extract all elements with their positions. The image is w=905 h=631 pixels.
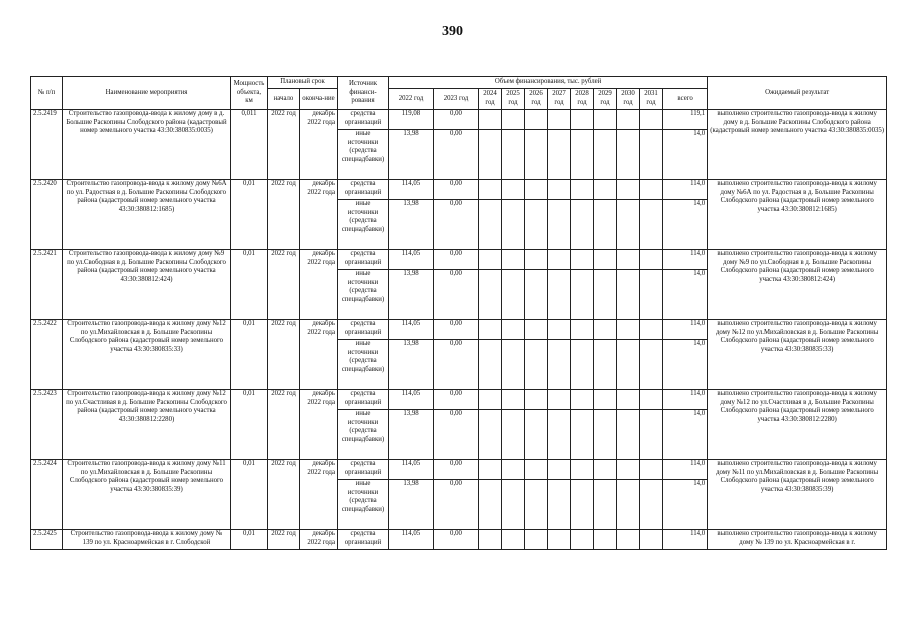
empty-cell — [617, 480, 640, 530]
empty-cell — [594, 250, 617, 270]
page-number: 390 — [442, 24, 463, 39]
row-end: декабрь 2022 года — [300, 110, 338, 180]
row-source: средства организаций — [338, 110, 389, 130]
empty-cell — [571, 480, 594, 530]
empty-cell — [617, 180, 640, 200]
empty-cell — [617, 390, 640, 410]
empty-cell — [502, 180, 525, 200]
header-source: Источник финанси-рования — [338, 77, 389, 110]
row-value-2023: 0,00 — [434, 410, 479, 460]
row-start: 2022 год — [268, 250, 300, 320]
row-source: средства организаций — [338, 530, 389, 550]
row-capacity: 0,01 — [231, 530, 268, 550]
empty-cell — [548, 130, 571, 180]
empty-cell — [571, 410, 594, 460]
header-year: 2028 год — [571, 89, 594, 110]
row-total: 14,0 — [663, 340, 708, 390]
row-value-2023: 0,00 — [434, 110, 479, 130]
row-total: 14,0 — [663, 270, 708, 320]
row-result: выполнено строительство газопровода-ввода к жилому дому №12 по ул.Счастливая в д. Большие Раскопины Слободского района (кадастровый номер земельного участка 43:30:380812:2280) — [708, 390, 887, 460]
empty-cell — [502, 340, 525, 390]
empty-cell — [594, 390, 617, 410]
empty-cell — [479, 110, 502, 130]
empty-cell — [525, 340, 548, 390]
row-start: 2022 год — [268, 180, 300, 250]
row-code: 2.5.2425 — [31, 530, 63, 550]
empty-cell — [571, 180, 594, 200]
row-source: средства организаций — [338, 390, 389, 410]
row-value-2022: 114,05 — [389, 250, 434, 270]
empty-cell — [640, 340, 663, 390]
row-capacity: 0,01 — [231, 390, 268, 460]
row-value-2022: 119,08 — [389, 110, 434, 130]
empty-cell — [571, 250, 594, 270]
table-row — [31, 180, 887, 200]
row-source: средства организаций — [338, 250, 389, 270]
empty-cell — [502, 130, 525, 180]
row-value-2022: 13,98 — [389, 200, 434, 250]
empty-cell — [502, 110, 525, 130]
empty-cell — [525, 250, 548, 270]
row-code: 2.5.2424 — [31, 460, 63, 530]
header-end: оконча-ние — [300, 89, 338, 110]
empty-cell — [479, 390, 502, 410]
row-name: Строительство газопровода-ввода к жилому дому №11 по ул.Михайловская в д. Большие Раскопины Слободского района (кадастровый номер земельного участка 43:30:380835:39) — [63, 460, 231, 530]
empty-cell — [594, 480, 617, 530]
row-result: выполнено строительство газопровода-ввода к жилому дому в д. Большие Раскопины Слободского района (кадастровый номер земельного участка 43:30:380835:0035) — [708, 110, 887, 180]
empty-cell — [502, 460, 525, 480]
empty-cell — [640, 250, 663, 270]
row-code: 2.5.2420 — [31, 180, 63, 250]
row-name: Строительство газопровода-ввода к жилому дому №12 по ул.Счастливая в д. Большие Раскопины Слободского района (кадастровый номер земельного участка 43:30:380812:2280) — [63, 390, 231, 460]
header-funding: Объем финансирования, тыс. рублей — [389, 77, 708, 89]
row-total: 14,0 — [663, 200, 708, 250]
empty-cell — [594, 110, 617, 130]
empty-cell — [617, 320, 640, 340]
row-total: 114,0 — [663, 460, 708, 480]
row-total: 14,0 — [663, 480, 708, 530]
empty-cell — [617, 250, 640, 270]
row-value-2022: 13,98 — [389, 270, 434, 320]
empty-cell — [479, 250, 502, 270]
financing-table — [30, 76, 887, 550]
row-total: 14,0 — [663, 130, 708, 180]
empty-cell — [617, 340, 640, 390]
empty-cell — [617, 110, 640, 130]
row-code: 2.5.2419 — [31, 110, 63, 180]
row-capacity: 0,01 — [231, 250, 268, 320]
empty-cell — [548, 110, 571, 130]
row-value-2023: 0,00 — [434, 480, 479, 530]
row-name: Строительство газопровода-ввода к жилому дому №12 по ул.Михайловская в д. Большие Раскопины Слободского района (кадастровый номер земельного участка 43:30:380835:33) — [63, 320, 231, 390]
empty-cell — [479, 200, 502, 250]
empty-cell — [479, 480, 502, 530]
empty-cell — [525, 460, 548, 480]
header-name: Наименование мероприятия — [63, 77, 231, 110]
empty-cell — [640, 110, 663, 130]
empty-cell — [617, 270, 640, 320]
empty-cell — [594, 530, 617, 550]
row-value-2023: 0,00 — [434, 270, 479, 320]
row-start: 2022 год — [268, 320, 300, 390]
empty-cell — [479, 340, 502, 390]
header-year: 2026 год — [525, 89, 548, 110]
empty-cell — [548, 200, 571, 250]
row-end: декабрь 2022 года — [300, 530, 338, 550]
row-value-2022: 114,05 — [389, 530, 434, 550]
empty-cell — [525, 480, 548, 530]
row-total: 114,0 — [663, 250, 708, 270]
row-result: выполнено строительство газопровода-ввода к жилому дому №6А по ул. Радостная в д. Большие Раскопины Слободского района (кадастровый номер земельного участка 43:30:380812:1685) — [708, 180, 887, 250]
empty-cell — [548, 410, 571, 460]
row-total: 119,1 — [663, 110, 708, 130]
empty-cell — [479, 180, 502, 200]
header-year: 2023 год — [434, 89, 479, 110]
row-capacity: 0,01 — [231, 180, 268, 250]
row-end: декабрь 2022 года — [300, 250, 338, 320]
empty-cell — [502, 250, 525, 270]
row-end: декабрь 2022 года — [300, 390, 338, 460]
empty-cell — [479, 320, 502, 340]
empty-cell — [571, 110, 594, 130]
empty-cell — [594, 320, 617, 340]
row-result: выполнено строительство газопровода-ввода к жилому дому №12 по ул.Михайловская в д. Большие Раскопины Слободского района (кадастровый номер земельного участка 43:30:380835:33) — [708, 320, 887, 390]
empty-cell — [548, 480, 571, 530]
row-name: Строительство газопровода-ввода к жилому дому №9 по ул.Свободная в д. Большие Раскопины Слободского района (кадастровый номер земельного участка 43:30:380812:424) — [63, 250, 231, 320]
row-value-2023: 0,00 — [434, 320, 479, 340]
row-source: иные источники (средства спецнадбавки) — [338, 130, 389, 180]
empty-cell — [594, 270, 617, 320]
empty-cell — [571, 130, 594, 180]
table-row — [31, 390, 887, 410]
empty-cell — [571, 530, 594, 550]
empty-cell — [548, 460, 571, 480]
empty-cell — [479, 410, 502, 460]
empty-cell — [479, 530, 502, 550]
empty-cell — [548, 340, 571, 390]
empty-cell — [525, 130, 548, 180]
empty-cell — [525, 180, 548, 200]
row-value-2022: 114,05 — [389, 320, 434, 340]
table-header — [31, 77, 887, 110]
empty-cell — [571, 320, 594, 340]
row-code: 2.5.2423 — [31, 390, 63, 460]
row-value-2023: 0,00 — [434, 200, 479, 250]
empty-cell — [548, 250, 571, 270]
empty-cell — [502, 480, 525, 530]
row-value-2023: 0,00 — [434, 530, 479, 550]
empty-cell — [548, 180, 571, 200]
row-end: декабрь 2022 года — [300, 320, 338, 390]
table-row — [31, 110, 887, 130]
empty-cell — [617, 530, 640, 550]
row-capacity: 0,011 — [231, 110, 268, 180]
header-year: 2027 год — [548, 89, 571, 110]
empty-cell — [525, 200, 548, 250]
table-row — [31, 530, 887, 550]
row-name: Строительство газопровода-ввода к жилому дому № 139 по ул. Красноармейская в г. Слободской — [63, 530, 231, 550]
empty-cell — [525, 320, 548, 340]
row-start: 2022 год — [268, 530, 300, 550]
empty-cell — [571, 340, 594, 390]
row-source: средства организаций — [338, 180, 389, 200]
header-year: 2024 год — [479, 89, 502, 110]
header-year: 2030 год — [617, 89, 640, 110]
empty-cell — [548, 530, 571, 550]
row-code: 2.5.2422 — [31, 320, 63, 390]
empty-cell — [617, 410, 640, 460]
row-value-2023: 0,00 — [434, 390, 479, 410]
row-end: декабрь 2022 года — [300, 460, 338, 530]
empty-cell — [594, 460, 617, 480]
empty-cell — [525, 270, 548, 320]
row-value-2022: 13,98 — [389, 410, 434, 460]
empty-cell — [502, 200, 525, 250]
row-result: выполнено строительство газопровода-ввода к жилому дому №9 по ул.Свободная в д. Большие Раскопины Слободского района (кадастровый номер земельного участка 43:30:380812:424) — [708, 250, 887, 320]
row-value-2023: 0,00 — [434, 180, 479, 200]
row-name: Строительство газопровода-ввода к жилому дому №6А по ул. Радостная в д. Большие Раскопины Слободского района (кадастровый номер земельного участка 43:30:380812:1685) — [63, 180, 231, 250]
table-row — [31, 250, 887, 270]
empty-cell — [479, 130, 502, 180]
empty-cell — [640, 460, 663, 480]
header-plan-term: Плановый срок — [268, 77, 338, 89]
empty-cell — [640, 320, 663, 340]
row-source: иные источники (средства спецнадбавки) — [338, 480, 389, 530]
header-year: 2022 год — [389, 89, 434, 110]
empty-cell — [525, 390, 548, 410]
row-total: 14,0 — [663, 410, 708, 460]
empty-cell — [571, 270, 594, 320]
row-start: 2022 год — [268, 460, 300, 530]
row-source: средства организаций — [338, 460, 389, 480]
header-capacity: Мощность объекта, км — [231, 77, 268, 110]
row-value-2023: 0,00 — [434, 130, 479, 180]
row-total: 114,0 — [663, 320, 708, 340]
header-start: начало — [268, 89, 300, 110]
row-start: 2022 год — [268, 110, 300, 180]
row-result: выполнено строительство газопровода-ввода к жилому дому №11 по ул.Михайловская в д. Большие Раскопины Слободского района (кадастровый номер земельного участка 43:30:380835:39) — [708, 460, 887, 530]
empty-cell — [571, 200, 594, 250]
header-result: Ожидаемый результат — [708, 77, 887, 110]
empty-cell — [479, 460, 502, 480]
table-body — [31, 110, 887, 550]
empty-cell — [640, 390, 663, 410]
empty-cell — [640, 480, 663, 530]
row-code: 2.5.2421 — [31, 250, 63, 320]
row-value-2022: 114,05 — [389, 390, 434, 410]
empty-cell — [502, 410, 525, 460]
empty-cell — [525, 110, 548, 130]
row-source: иные источники (средства спецнадбавки) — [338, 340, 389, 390]
row-value-2022: 13,98 — [389, 480, 434, 530]
empty-cell — [502, 530, 525, 550]
empty-cell — [594, 200, 617, 250]
row-value-2022: 13,98 — [389, 340, 434, 390]
empty-cell — [640, 270, 663, 320]
row-value-2022: 114,05 — [389, 460, 434, 480]
table-row — [31, 320, 887, 340]
row-value-2022: 114,05 — [389, 180, 434, 200]
row-value-2023: 0,00 — [434, 460, 479, 480]
header-year: 2029 год — [594, 89, 617, 110]
empty-cell — [640, 200, 663, 250]
empty-cell — [640, 530, 663, 550]
empty-cell — [571, 390, 594, 410]
empty-cell — [617, 460, 640, 480]
empty-cell — [502, 270, 525, 320]
header-year: 2031 год — [640, 89, 663, 110]
empty-cell — [525, 530, 548, 550]
header-year: 2025 год — [502, 89, 525, 110]
row-capacity: 0,01 — [231, 320, 268, 390]
empty-cell — [640, 180, 663, 200]
row-value-2022: 13,98 — [389, 130, 434, 180]
row-total: 114,0 — [663, 390, 708, 410]
empty-cell — [525, 410, 548, 460]
row-result: выполнено строительство газопровода-ввода к жилому дому № 139 по ул. Красноармейская в г. — [708, 530, 887, 550]
row-name: Строительство газопровода-ввода к жилому дому в д. Большие Раскопины Слободского района (кадастровый номер земельного участка 43:30:380835:0035) — [63, 110, 231, 180]
empty-cell — [640, 130, 663, 180]
row-total: 114,0 — [663, 530, 708, 550]
empty-cell — [502, 390, 525, 410]
row-value-2023: 0,00 — [434, 250, 479, 270]
row-capacity: 0,01 — [231, 460, 268, 530]
empty-cell — [594, 340, 617, 390]
row-source: иные источники (средства спецнадбавки) — [338, 410, 389, 460]
header-num: № п/п — [31, 77, 63, 110]
table-row — [31, 460, 887, 480]
row-value-2023: 0,00 — [434, 340, 479, 390]
row-source: иные источники (средства спецнадбавки) — [338, 200, 389, 250]
row-end: декабрь 2022 года — [300, 180, 338, 250]
empty-cell — [548, 390, 571, 410]
row-source: средства организаций — [338, 320, 389, 340]
empty-cell — [548, 320, 571, 340]
empty-cell — [617, 130, 640, 180]
empty-cell — [617, 200, 640, 250]
row-start: 2022 год — [268, 390, 300, 460]
empty-cell — [640, 410, 663, 460]
empty-cell — [479, 270, 502, 320]
empty-cell — [502, 320, 525, 340]
row-total: 114,0 — [663, 180, 708, 200]
empty-cell — [594, 410, 617, 460]
empty-cell — [594, 180, 617, 200]
empty-cell — [548, 270, 571, 320]
empty-cell — [571, 460, 594, 480]
header-total: всего — [663, 89, 708, 110]
empty-cell — [594, 130, 617, 180]
row-source: иные источники (средства спецнадбавки) — [338, 270, 389, 320]
